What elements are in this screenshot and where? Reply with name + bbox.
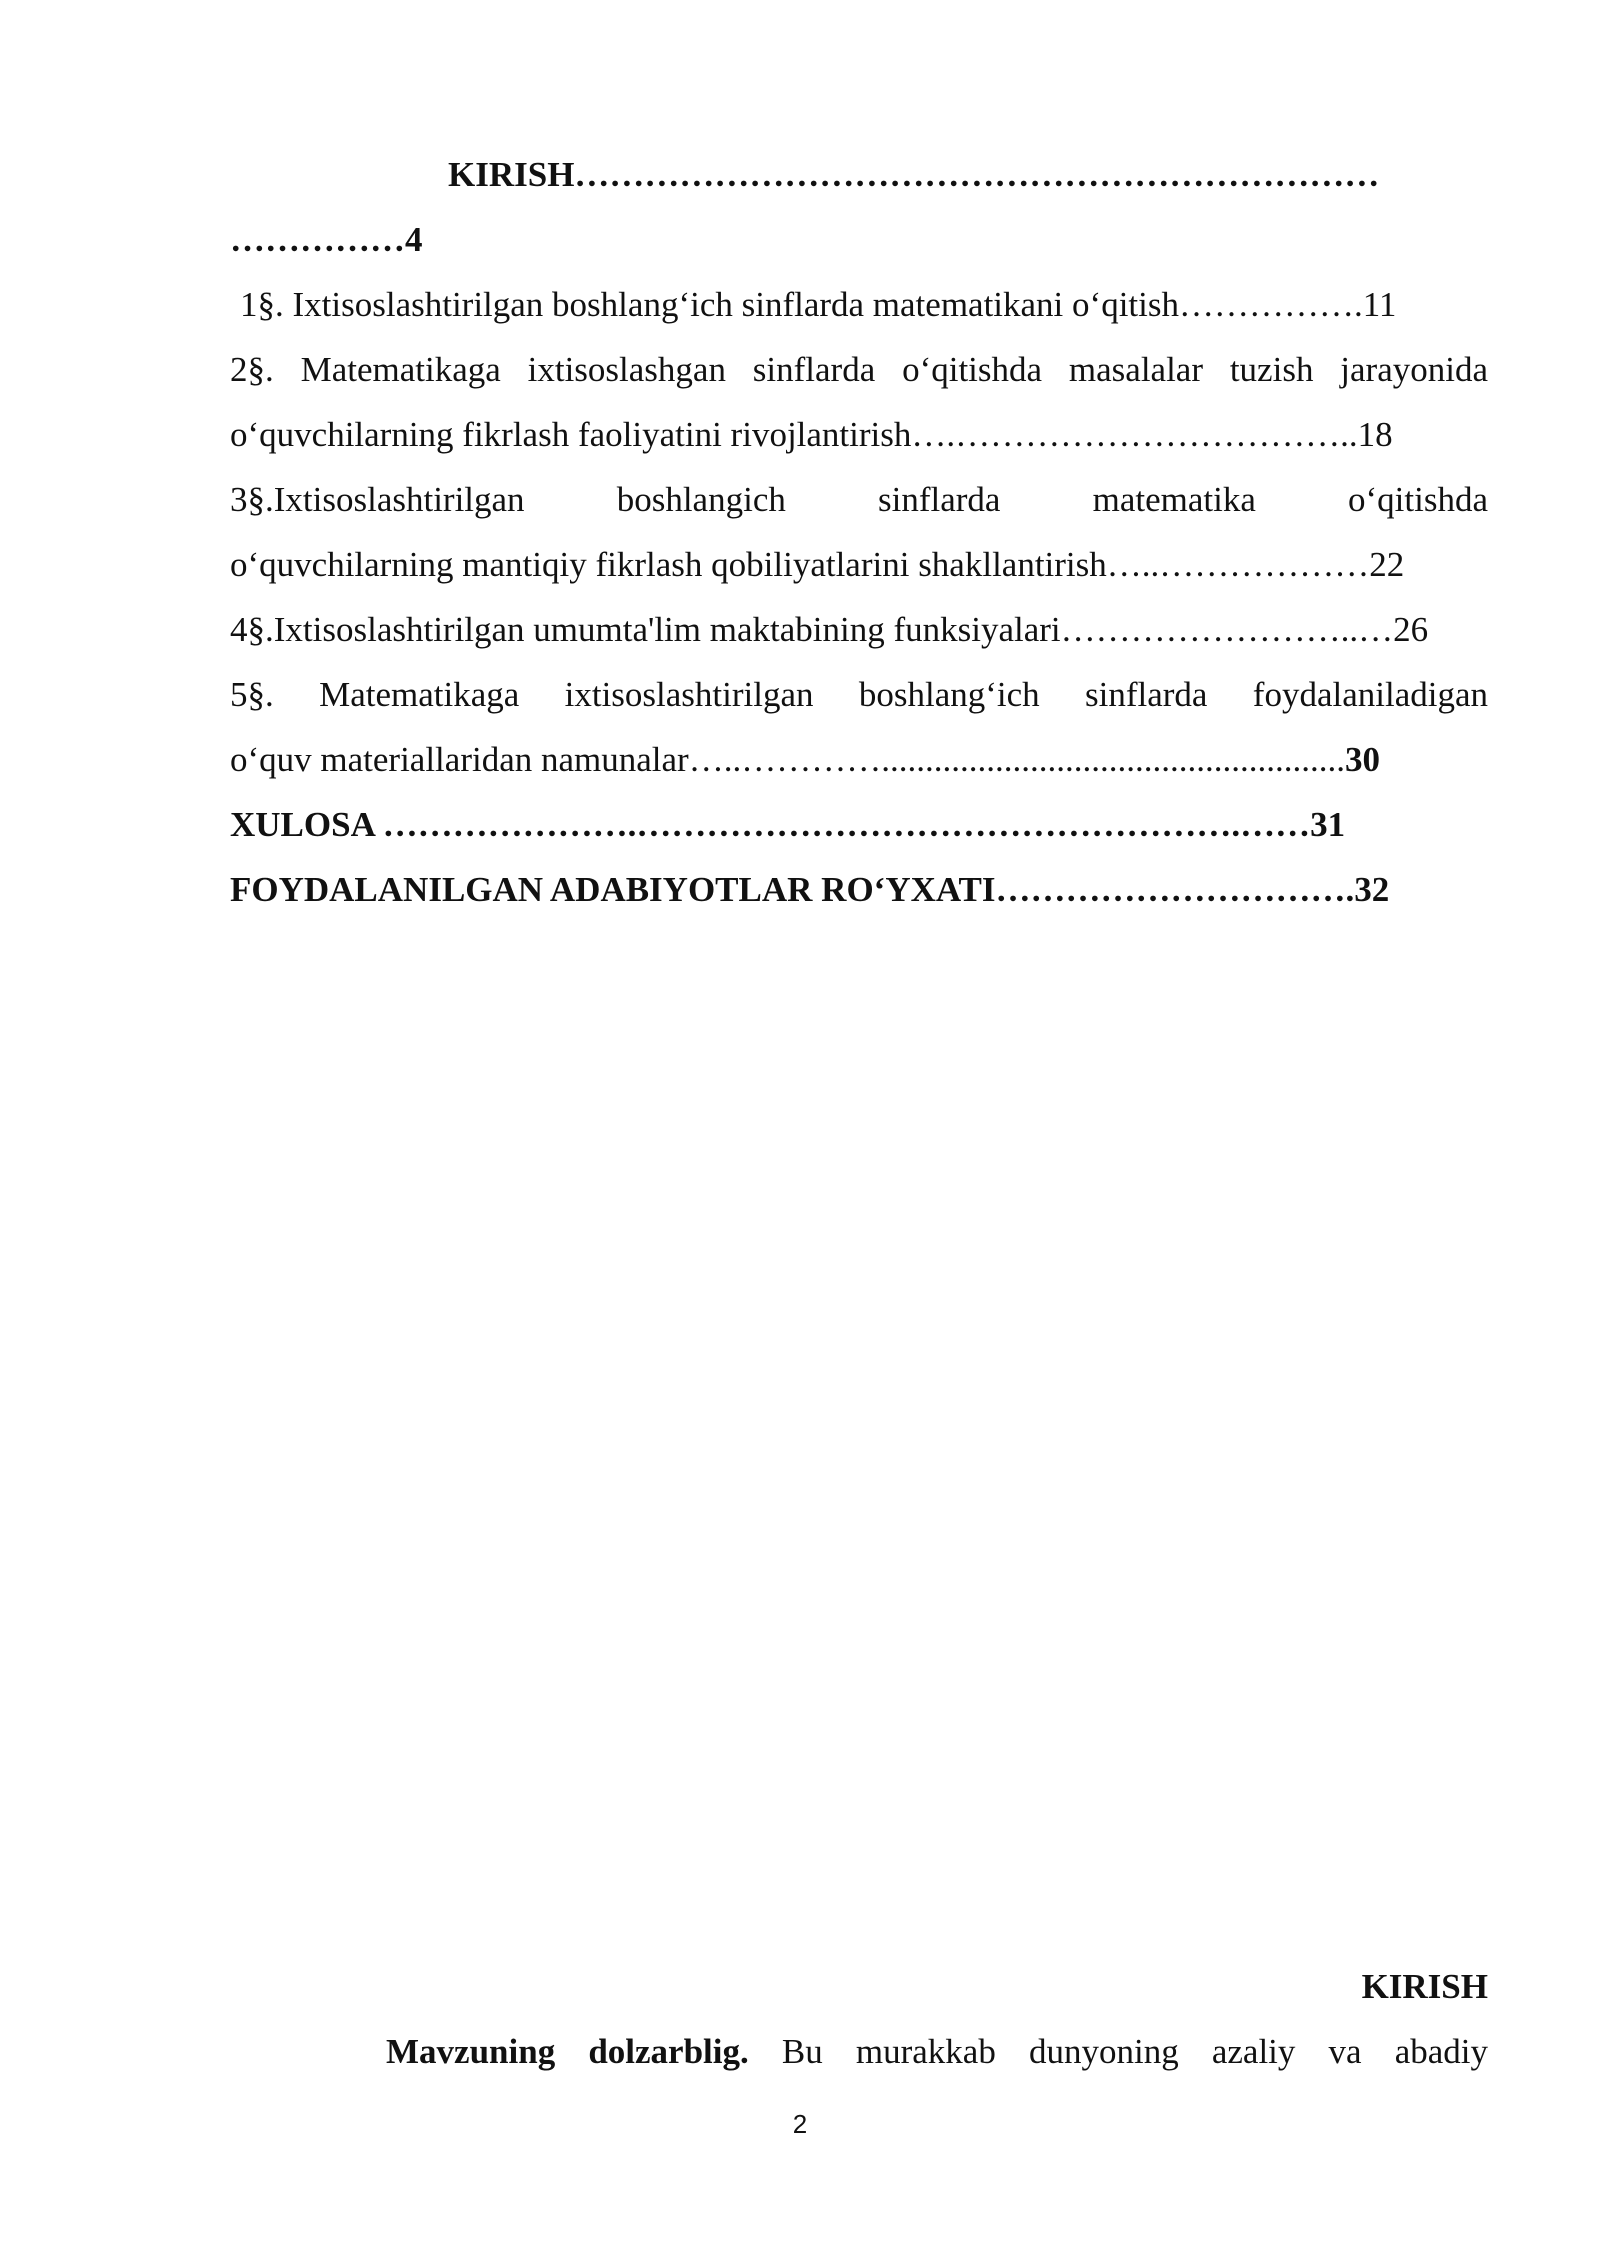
toc-entry-xulosa: XULOSA ………………….…………………………………………….……31 xyxy=(230,805,1346,844)
toc-entry-3-line2: o‘quvchilarning mantiqiy fikrlash qobiliyatlarini shakllantirish…..………………22 xyxy=(230,545,1405,584)
toc-entry-kirish: KIRISH…………………………………………………………… xyxy=(448,155,1380,194)
paragraph-lead: Mavzuning dolzarblig. xyxy=(386,2032,749,2071)
toc-entry-5-line1: 5§. Matematikaga ixtisoslashtirilgan boshlang‘ich sinflarda foydalaniladigan xyxy=(230,675,1488,714)
intro-paragraph xyxy=(230,2019,1488,2084)
toc-entry-1: 1§. Ixtisoslashtirilgan boshlang‘ich sinflarda matematikani o‘qitish…………….11 xyxy=(240,285,1397,324)
toc-entry-kirish-continuation: ……………4 xyxy=(230,220,423,259)
toc-entry-2-line1: 2§. Matematikaga ixtisoslashgan sinflarda o‘qitishda masalalar tuzish jarayonida xyxy=(230,350,1488,389)
toc-entry-2-line2: o‘quvchilarning fikrlash faoliyatini rivojlantirish….……………………………..18 xyxy=(230,415,1393,454)
section-heading-kirish: KIRISH xyxy=(1361,1967,1488,2006)
toc-entry-5-line2 xyxy=(230,727,1488,792)
page-number: 2 xyxy=(792,2109,808,2139)
toc-entry-4: 4§.Ixtisoslashtirilgan umumta'lim maktabining funksiyalari……………………..…26 xyxy=(230,610,1429,649)
paragraph-text: Bu murakkab dunyoning azaliy va abadiy xyxy=(781,2032,1488,2071)
table-of-contents xyxy=(230,142,1488,922)
toc-entry-3-line1: 3§.Ixtisoslashtirilgan boshlangich sinflarda matematika o‘qitishda xyxy=(230,480,1488,519)
toc-entry-5-page: 30 xyxy=(1344,740,1380,779)
toc-entry-5-text: o‘quv materiallaridan namunalar…..…………..................................................... xyxy=(230,740,1345,779)
toc-entry-adabiyotlar: FOYDALANILGAN ADABIYOTLAR RO‘YXATI………………………….32 xyxy=(230,870,1390,909)
